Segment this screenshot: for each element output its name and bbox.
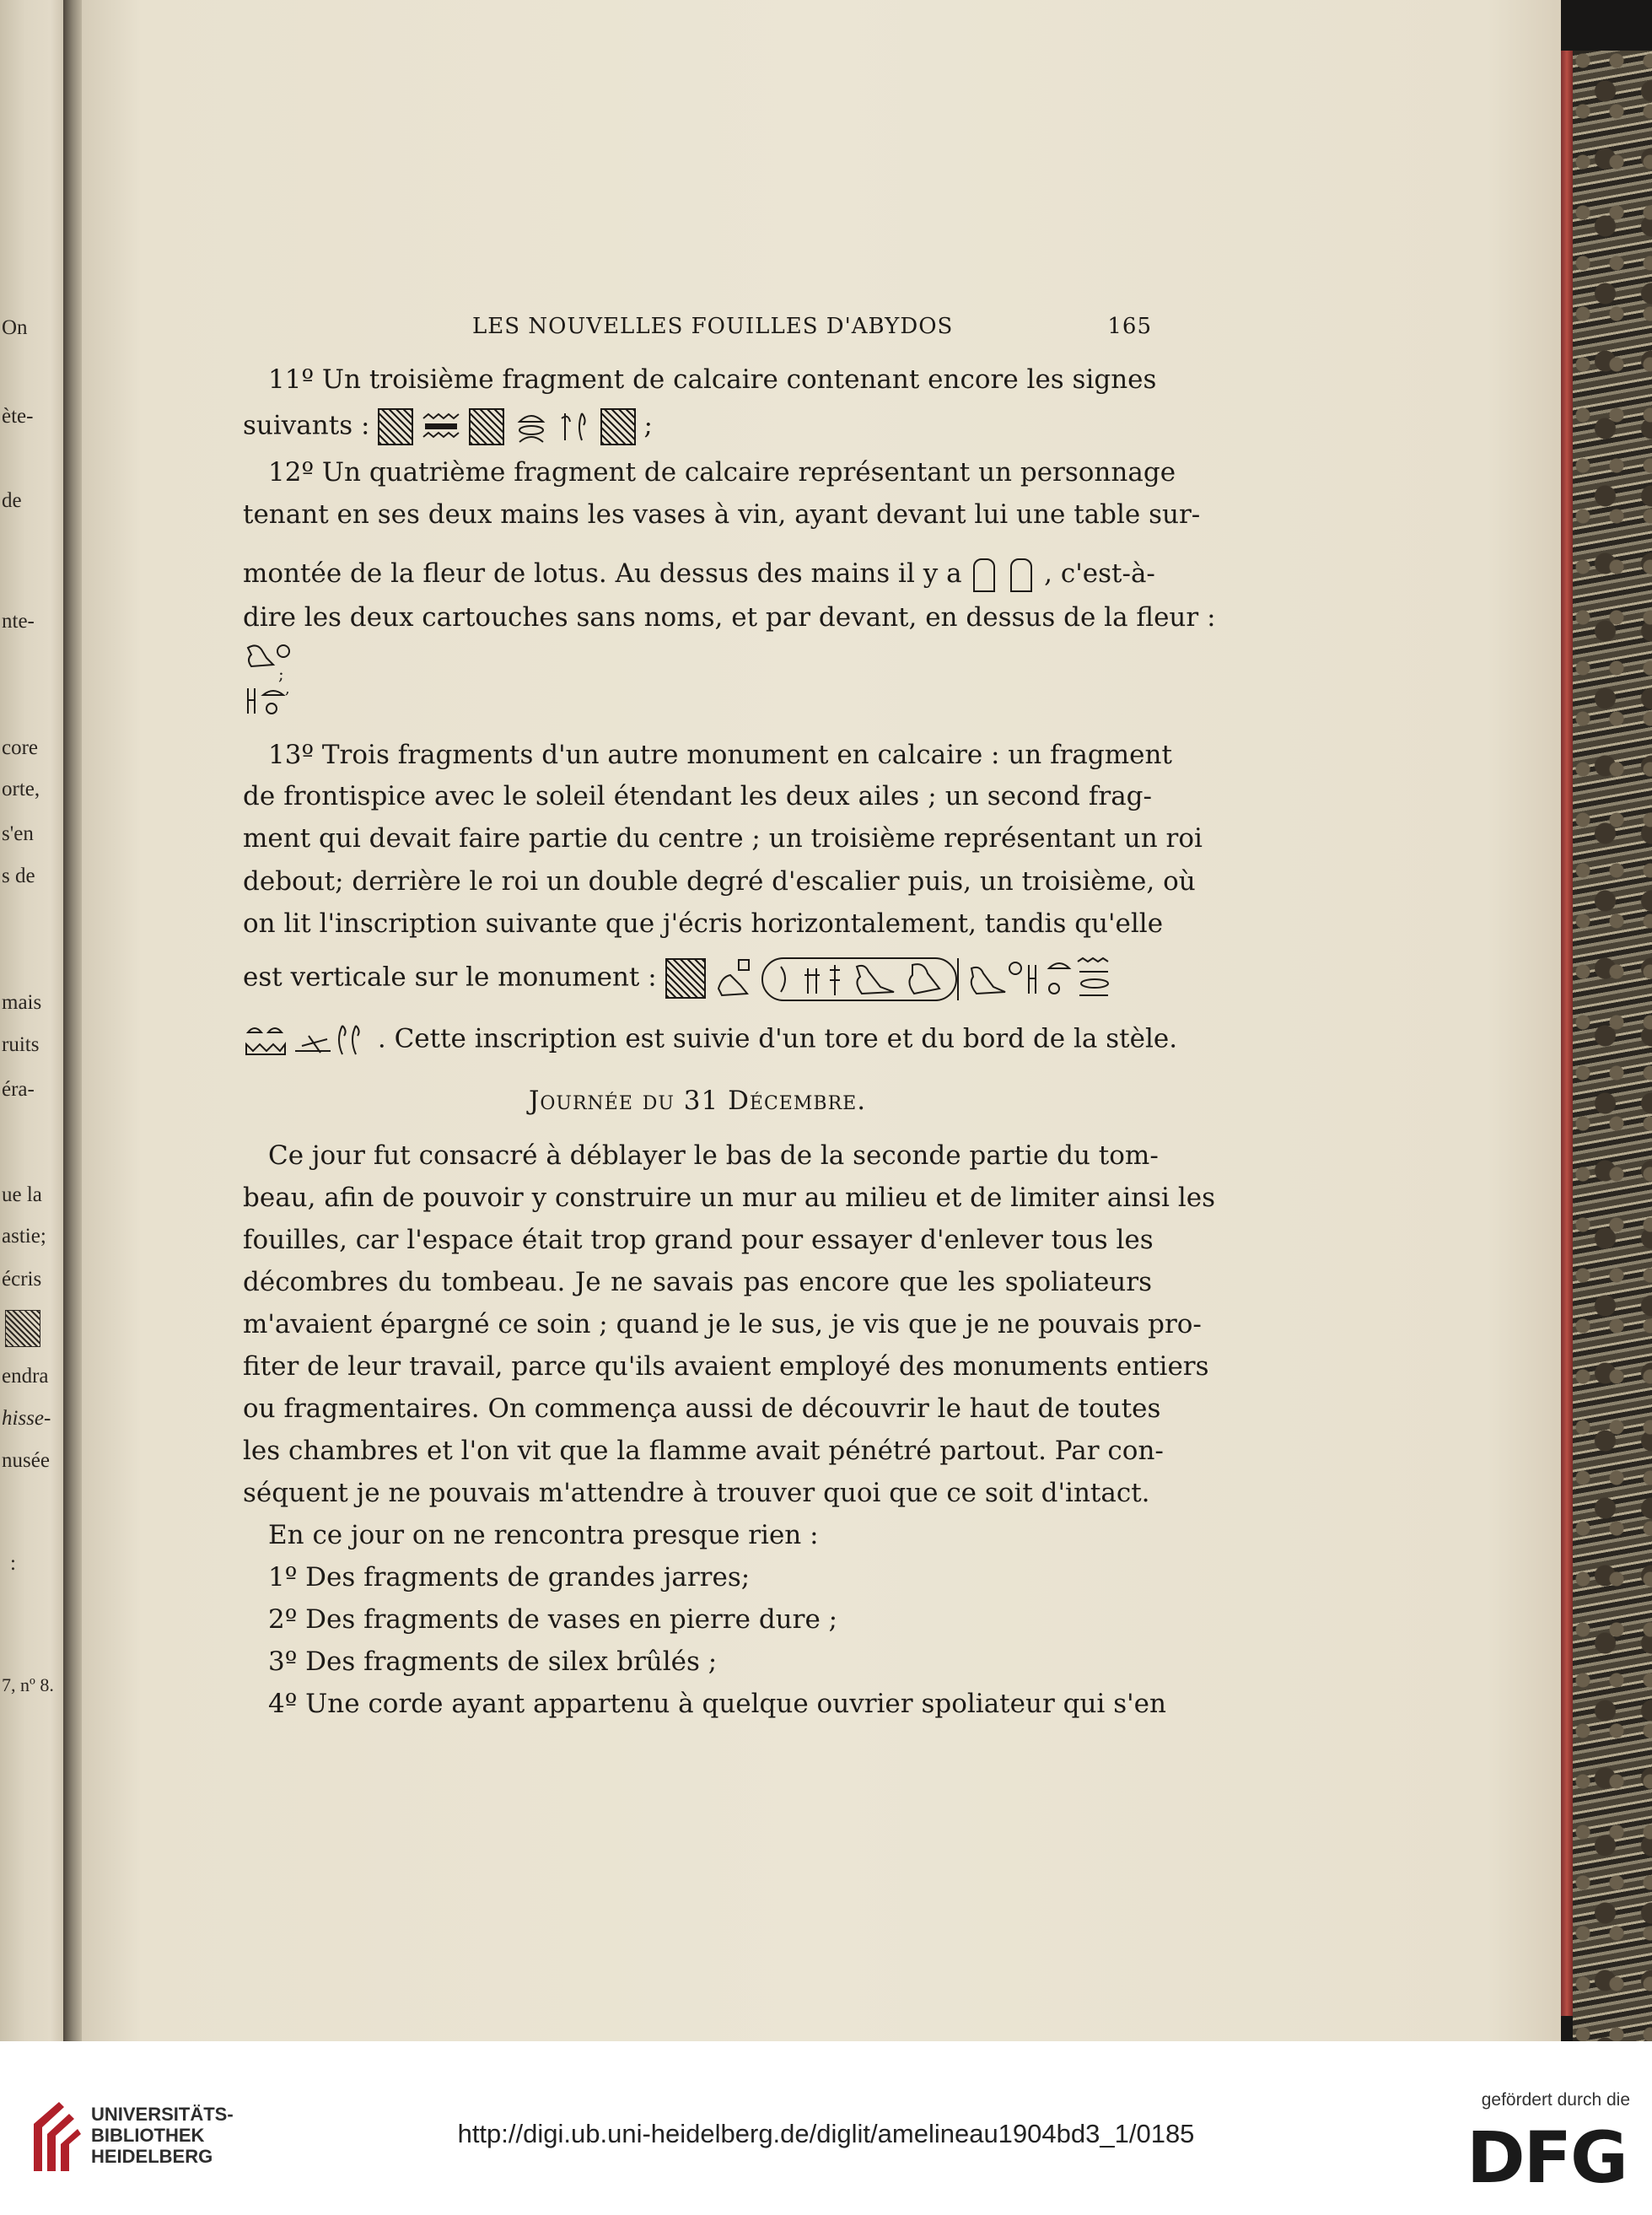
text-span: montée de la fleur de lotus. Au dessus des mains il y a (243, 558, 962, 589)
list-item: 3º Des fragments de silex brûlés ; (268, 1646, 718, 1677)
left-fragment: nusée (2, 1449, 50, 1472)
left-fragment: hisse- (2, 1407, 51, 1430)
reed-glyph (558, 410, 592, 444)
lacuna-hatch (665, 958, 706, 999)
text-line: de frontispice avec le soleil étendant les deux ailes ; un second frag- (243, 781, 1152, 811)
text-line: fiter de leur travail, parce qu'ils avaient employé des monuments entiers (243, 1351, 1209, 1382)
text-line: séquent je ne pouvais m'attendre à trouver quoi que ce soit d'intact. (243, 1478, 1150, 1508)
text-span: suivants : (243, 410, 370, 441)
bread-glyph (513, 410, 550, 444)
left-fragment: On (2, 316, 28, 339)
text-line: En ce jour on ne rencontra presque rien : (268, 1520, 819, 1550)
text-line: dire les deux cartouches sans noms, et par devant, en dessus de la fleur : (243, 602, 1216, 633)
running-title: LES NOUVELLES FOUILLES D'ABYDOS (472, 314, 954, 339)
text-line: les chambres et l'on vit que la flamme avait pénétré partout. Par con- (243, 1436, 1164, 1466)
text-line: on lit l'inscription suivante que j'écris horizontalement, tandis qu'elle (243, 908, 1164, 939)
text-line: 12º Un quatrième fragment de calcaire représentant un personnage (268, 457, 1176, 488)
permalink-url[interactable]: http://digi.ub.uni-heidelberg.de/diglit/amelineau1904bd3_1/0185 (457, 2119, 1195, 2148)
text-line: debout; derrière le roi un double degré d'escalier puis, un troisième, où (243, 866, 1196, 897)
text-line-with-glyphs (243, 1021, 1178, 1059)
empty-cartouche (1010, 558, 1032, 592)
text-line: ou fragmentaires. On commença aussi de découvrir le haut de toutes (243, 1393, 1161, 1424)
hatched-glyph-fragment (5, 1310, 40, 1347)
left-fragment: orte, (2, 778, 40, 800)
lacuna-hatch (378, 408, 413, 445)
lacuna-hatch (469, 408, 504, 445)
left-fragment: 7, nº 8. (2, 1674, 54, 1695)
text-line: 11º Un troisième fragment de calcaire contenant encore les signes (268, 364, 1157, 395)
left-fragment: core (2, 736, 39, 759)
royal-cartouche-inscription (713, 953, 1135, 1004)
section-heading: Journée du 31 Décembre. (528, 1086, 867, 1116)
left-fragment: de (2, 489, 22, 512)
text-line: m'avaient épargné ce soin ; quand je le sus, je vis que je ne pouvais pro- (243, 1309, 1202, 1339)
left-fragment: mais (2, 991, 42, 1014)
left-fragment: s'en (2, 822, 34, 845)
list-item: 2º Des fragments de vases en pierre dure ; (268, 1604, 838, 1635)
text-line: 13º Trois fragments d'un autre monument en calcaire : un fragment (268, 740, 1172, 770)
left-fragment: endra (2, 1365, 49, 1388)
left-fragment: ruits (2, 1033, 40, 1056)
left-fragment: astie; (2, 1225, 46, 1248)
left-fragment: éra- (2, 1078, 35, 1101)
text-line: beau, afin de pouvoir y construire un mur au milieu et de limiter ainsi les (243, 1183, 1215, 1213)
svg-text:;: ; (278, 664, 284, 684)
water-glyph (422, 410, 460, 444)
text-span: . Cette inscription est suivie d'un tore et du bord de la stèle. (377, 1023, 1178, 1054)
text-span: est verticale sur le monument : (243, 962, 657, 993)
text-line: fouilles, car l'espace était trop grand pour essayer d'enlever tous les (243, 1225, 1154, 1255)
left-fragment: ue la (2, 1183, 42, 1206)
left-fragment: : (10, 1552, 16, 1575)
svg-text:,: , (285, 680, 290, 698)
left-fragment: ète- (2, 405, 34, 428)
offering-glyph-group (243, 1021, 369, 1059)
left-fragment: nte- (2, 610, 35, 633)
text-line-with-cartouches (243, 557, 1155, 592)
viewer-footer (0, 2041, 1652, 2215)
list-item: 4º Une corde ayant appartenu à quelque ouvrier spoliateur qui s'en (268, 1689, 1166, 1719)
text-span: ; (643, 410, 653, 441)
book-gutter (63, 0, 82, 2041)
marbled-cover-edge (1573, 51, 1652, 2041)
empty-cartouche (973, 558, 995, 592)
left-fragment: s de (2, 865, 35, 887)
list-item: 1º Des fragments de grandes jarres; (268, 1562, 751, 1593)
dfg-logo: DFG (1466, 2116, 1627, 2199)
left-fragment: écris (2, 1268, 42, 1291)
library-name: UNIVERSITÄTS- BIBLIOTHEK HEIDELBERG (91, 2104, 234, 2167)
page-number: 165 (1107, 314, 1152, 339)
text-line-with-inscription (243, 953, 1152, 1004)
text-line: Ce jour fut consacré à déblayer le bas de la seconde partie du tom- (268, 1140, 1159, 1171)
text-line: ment qui devait faire partie du centre ; un troisième représentant un roi (243, 823, 1203, 854)
hieroglyph-group-bird (243, 641, 302, 725)
text-line-with-glyphs (243, 408, 1152, 445)
red-page-edge (1561, 51, 1573, 2016)
text-span: , c'est-à- (1044, 558, 1155, 589)
text-line: décombres du tombeau. Je ne savais pas encore que les spoliateurs (243, 1267, 1152, 1297)
text-line: tenant en ses deux mains les vases à vin, ayant devant lui une table sur- (243, 499, 1201, 530)
funding-note: gefördert durch die (1481, 2090, 1630, 2110)
lacuna-hatch (600, 408, 636, 445)
left-page-edge (0, 0, 63, 2041)
